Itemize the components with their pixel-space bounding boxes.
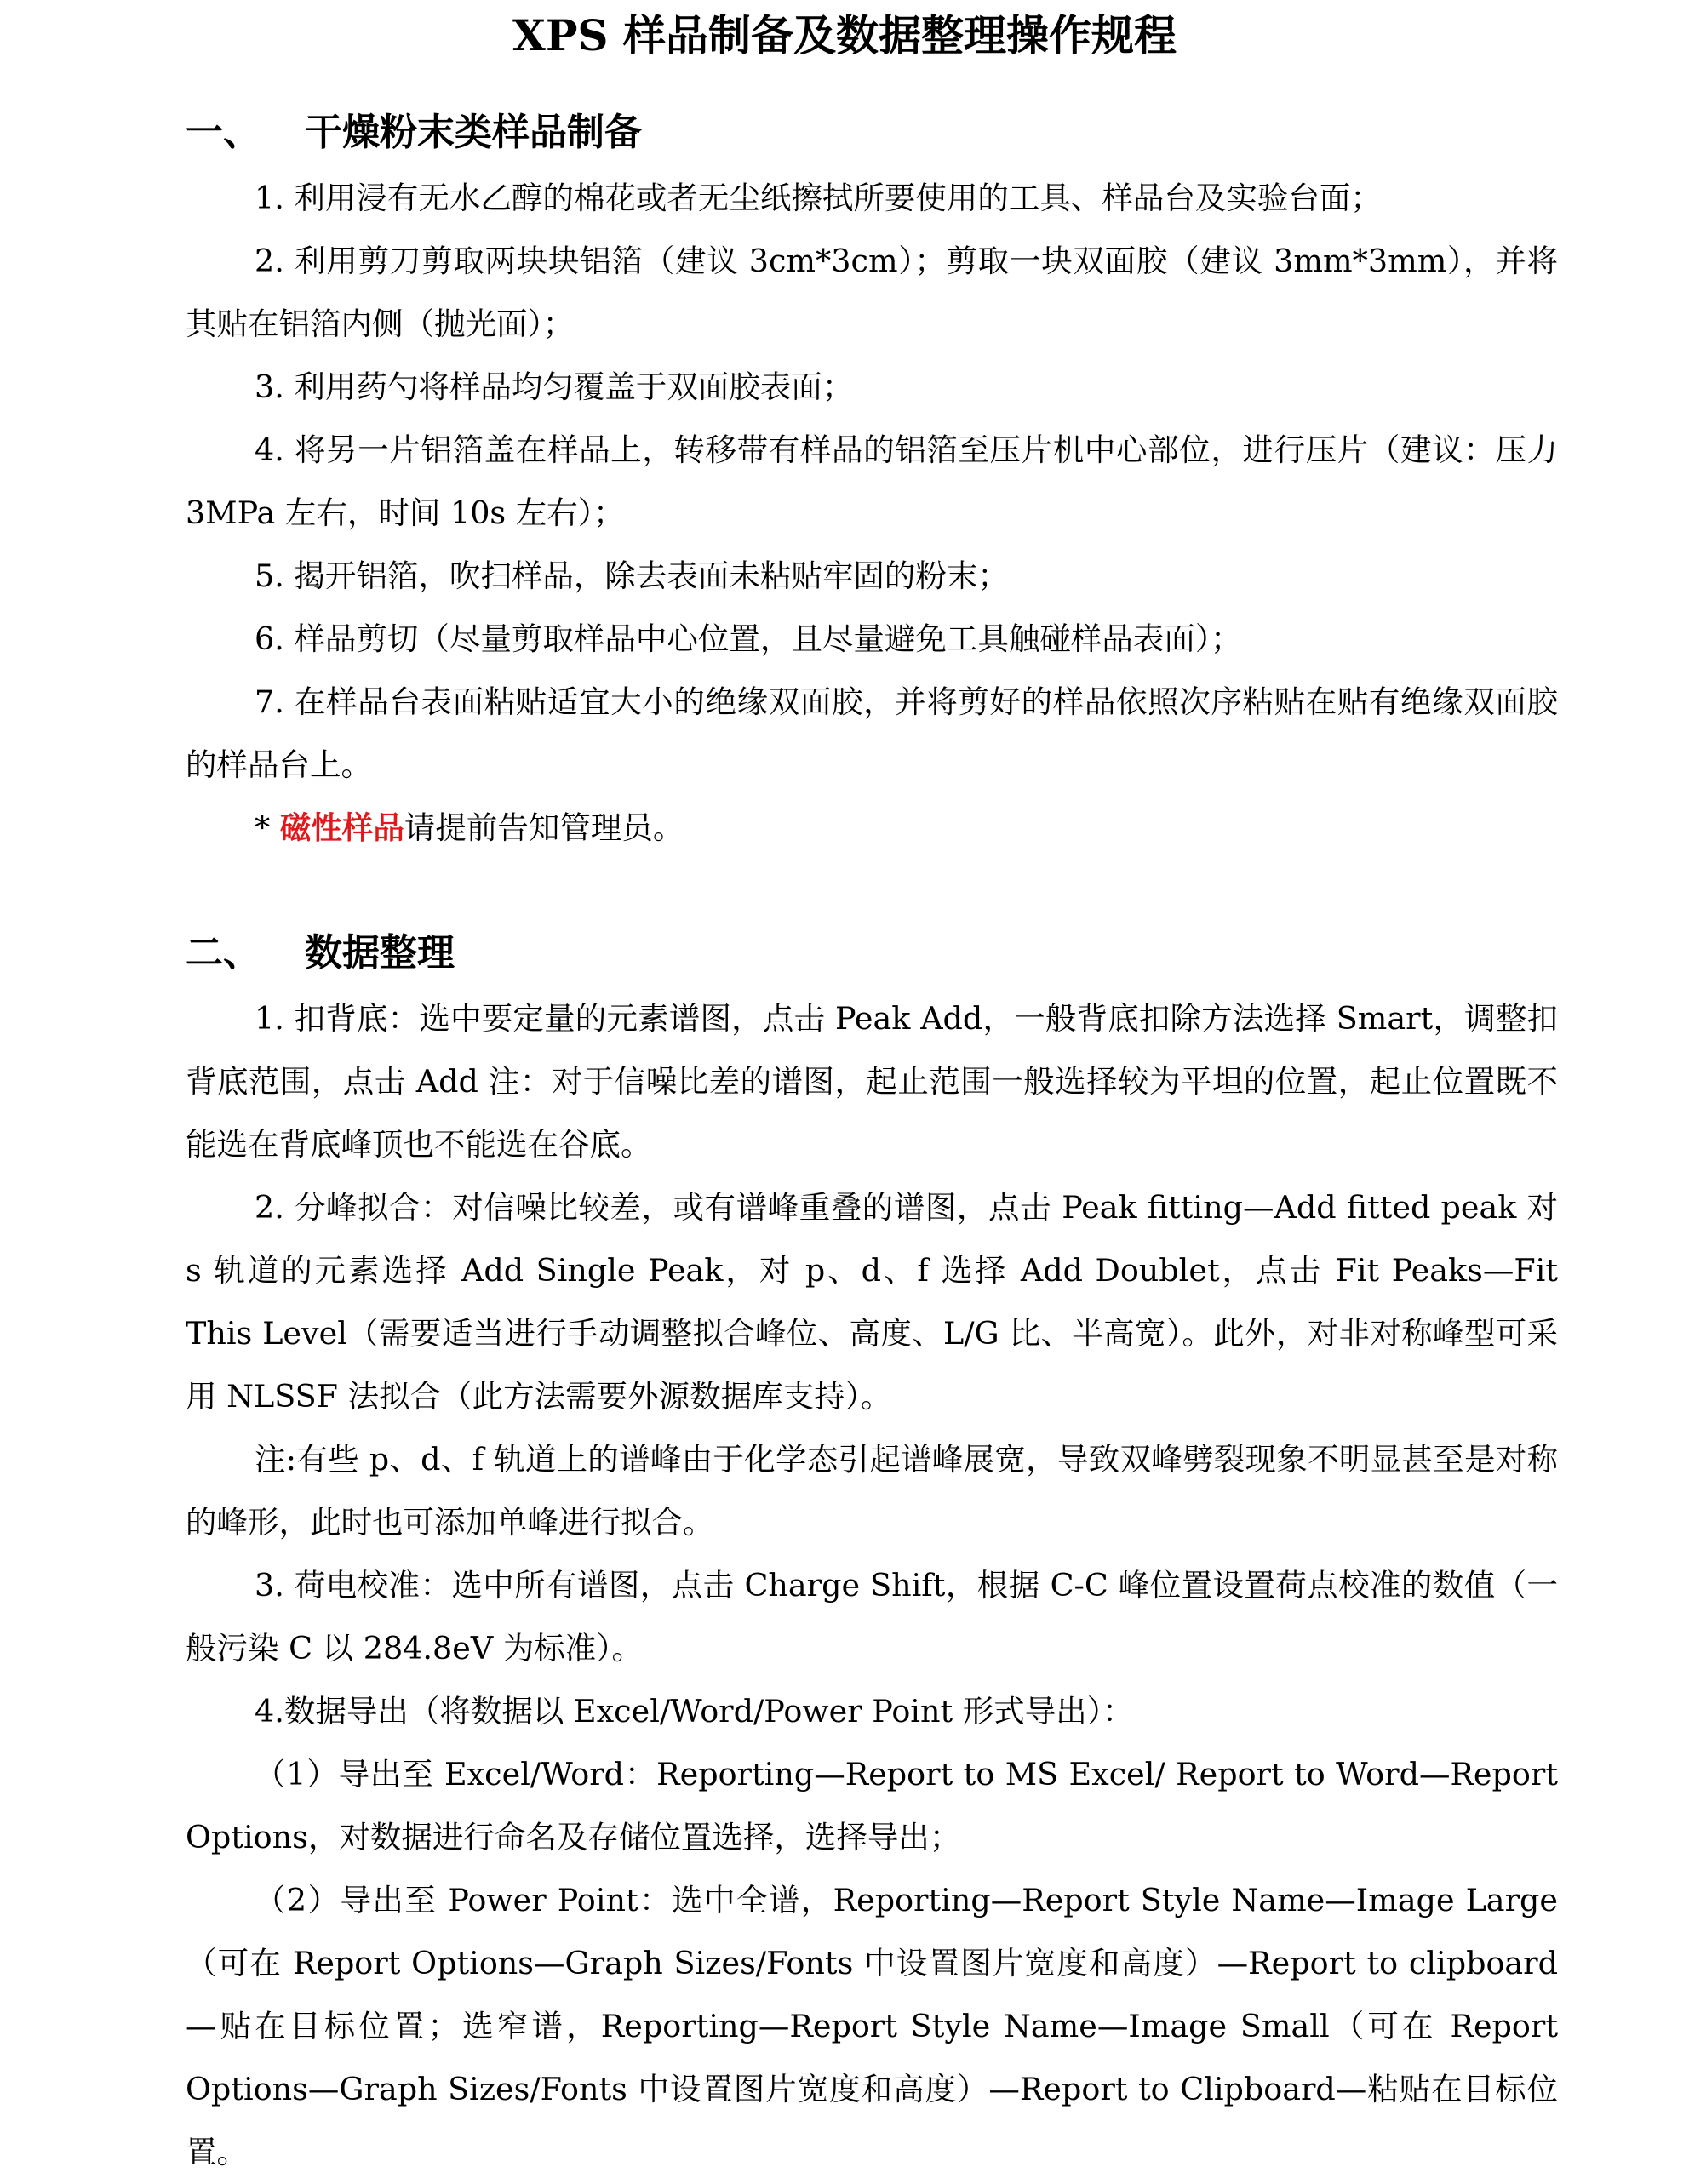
section-heading-sample-prep xyxy=(186,106,1548,160)
list-item: 2. 分峰拟合：对信噪比较差，或有谱峰重叠的谱图，点击 Peak fitting—Add fitted peak 对 s 轨道的元素选择 Add Single Peak，对 p、d、f 选择 Add Doublet，点击 Fit Peaks—Fit This Level（需要适当进行手动调整拟合峰位、高度、L/G 比、半高宽）。此外，对非对称峰型可采用 NLSSF 法拟合（此方法需要外源数据库支持）。 xyxy=(186,1189,1558,1415)
list-item: 3. 利用药勺将样品均匀覆盖于双面胶表面； xyxy=(255,369,854,405)
list-item: 7. 在样品台表面粘贴适宜大小的绝缘双面胶，并将剪好的样品依照次序粘贴在贴有绝缘双面胶的样品台上。 xyxy=(186,683,1558,783)
note-prefix: * xyxy=(255,809,280,846)
list-item: 3. 荷电校准：选中所有谱图，点击 Charge Shift，根据 C-C 峰位置设置荷点校准的数值（一般污染 C 以 284.8eV 为标准）。 xyxy=(186,1567,1558,1667)
list-item: 1. 利用浸有无水乙醇的棉花或者无尘纸擦拭所要使用的工具、样品台及实验台面； xyxy=(255,180,1382,216)
list-item: 4. 将另一片铝箔盖在样品上，转移带有样品的铝箔至压片机中心部位，进行压片（建议：压力 3MPa 左右，时间 10s 左右）； xyxy=(186,432,1558,531)
section-title: 数据整理 xyxy=(305,931,455,975)
list-item: （2）导出至 Power Point：选中全谱，Reporting—Report Style Name—Image Large（可在 Report Options—Graph Sizes/Fonts 中设置图片宽度和高度）—Report to clipboard—贴在目标位置；选窄谱，Reporting—Report Style Name—Image Small（可在 Report Options—Graph Sizes/Fonts 中设置图片宽度和高度）—Report to Clipboard—粘贴在目标位置。 xyxy=(186,1882,1558,2170)
list-item: 6. 样品剪切（尽量剪取样品中心位置，且尽量避免工具触碰样品表面）； xyxy=(255,620,1242,657)
note-highlight: 磁性样品 xyxy=(279,809,404,846)
list-item: 2. 利用剪刀剪取两块块铝箔（建议 3cm*3cm）；剪取一块双面胶（建议 3mm*3mm），并将其贴在铝箔内侧（抛光面）； xyxy=(186,243,1558,342)
list-item: 1. 扣背底：选中要定量的元素谱图，点击 Peak Add，一般背底扣除方法选择 Smart，调整扣背底范围，点击 Add 注：对于信噪比差的谱图，起止范围一般选择较为平坦的位置，起止位置既不能选在背底峰顶也不能选在谷底。 xyxy=(186,1000,1558,1163)
note-text: 请提前告知管理员。 xyxy=(404,809,684,846)
section-number: 二、 xyxy=(186,931,261,975)
list-item: 注:有些 p、d、f 轨道上的谱峰由于化学态引起谱峰展宽，导致双峰劈裂现象不明显甚至是对称的峰形，此时也可添加单峰进行拟合。 xyxy=(186,1441,1558,1541)
list-item: 5. 揭开铝箔，吹扫样品，除去表面未粘贴牢固的粉末； xyxy=(255,557,1009,594)
list-item: 4.数据导出（将数据以 Excel/Word/Power Point 形式导出）： xyxy=(255,1693,1134,1729)
list-item: （1）导出至 Excel/Word：Reporting—Report to MS Excel/ Report to Word—Report Options，对数据进行命名及存储位置选择，选择导出； xyxy=(186,1756,1558,1855)
section-number: 一、 xyxy=(186,111,261,154)
section-title: 干燥粉末类样品制备 xyxy=(305,111,642,154)
magnetic-sample-note xyxy=(186,797,1558,860)
document-title: XPS 样品制备及数据整理操作规程 xyxy=(512,10,1177,60)
section-heading-data-processing xyxy=(186,926,1548,981)
